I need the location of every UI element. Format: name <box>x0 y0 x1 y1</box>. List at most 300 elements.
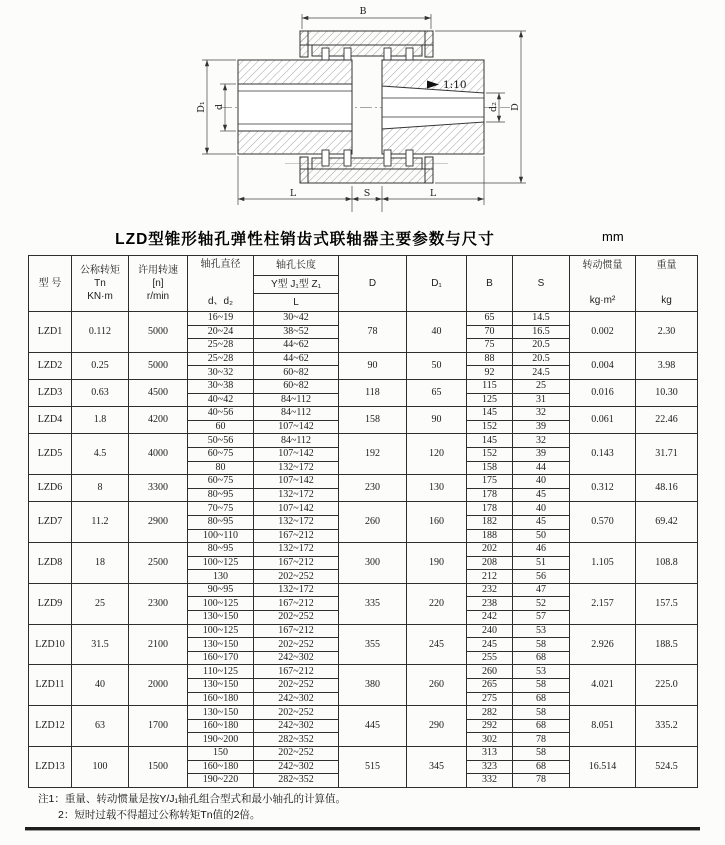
cell-speed: 5000 <box>129 352 188 379</box>
cell-inertia: 8.051 <box>570 706 636 747</box>
cell-S: 46 <box>513 543 570 557</box>
cell-inertia: 0.570 <box>570 502 636 543</box>
cell-model: LZD6 <box>29 475 72 502</box>
cell-bore-length: 132~172 <box>254 515 339 529</box>
cell-bore-diameter: 190~220 <box>188 774 254 788</box>
cell-torque: 1.8 <box>72 407 129 434</box>
cell-speed: 4500 <box>129 379 188 406</box>
cell-S: 53 <box>513 624 570 638</box>
cell-S: 40 <box>513 502 570 516</box>
cell-bore-diameter: 130~150 <box>188 611 254 625</box>
cell-model: LZD4 <box>29 407 72 434</box>
cell-bore-length: 202~252 <box>254 679 339 693</box>
cell-bore-diameter: 40~42 <box>188 393 254 407</box>
cell-D: 300 <box>339 543 407 584</box>
cell-inertia: 2.157 <box>570 583 636 624</box>
cell-D1: 290 <box>407 706 467 747</box>
cell-weight: 108.8 <box>636 543 698 584</box>
cell-bore-diameter: 160~180 <box>188 692 254 706</box>
page-title: LZD型锥形轴孔弹性柱销齿式联轴器主要参数与尺寸 <box>115 231 495 248</box>
cell-B: 152 <box>467 420 513 434</box>
cell-B: 115 <box>467 379 513 393</box>
cell-S: 56 <box>513 570 570 584</box>
cell-B: 125 <box>467 393 513 407</box>
table-row <box>29 475 698 489</box>
cell-bore-length: 107~142 <box>254 475 339 489</box>
cell-model: LZD3 <box>29 379 72 406</box>
cell-bore-length: 167~212 <box>254 665 339 679</box>
table-row <box>29 747 698 761</box>
cell-torque: 100 <box>72 747 129 788</box>
col-S <box>513 256 570 312</box>
cell-B: 323 <box>467 760 513 774</box>
cell-D: 355 <box>339 624 407 665</box>
table-row <box>29 624 698 638</box>
table-row <box>29 379 698 393</box>
table-row <box>29 407 698 421</box>
cell-bore-length: 282~352 <box>254 733 339 747</box>
table-row <box>29 706 698 720</box>
table-row <box>29 543 698 557</box>
cell-S: 16.5 <box>513 325 570 339</box>
col-weight <box>636 256 698 312</box>
cell-model: LZD7 <box>29 502 72 543</box>
cell-B: 232 <box>467 583 513 597</box>
dim-label-l-left: L <box>289 188 297 199</box>
cell-D1: 40 <box>407 312 467 353</box>
cell-B: 145 <box>467 407 513 421</box>
cell-B: 245 <box>467 638 513 652</box>
cell-model: LZD1 <box>29 312 72 353</box>
cell-B: 208 <box>467 556 513 570</box>
cell-S: 32 <box>513 434 570 448</box>
cell-torque: 31.5 <box>72 624 129 665</box>
cell-D: 158 <box>339 407 407 434</box>
cell-bore-diameter: 25~28 <box>188 339 254 353</box>
cell-D1: 190 <box>407 543 467 584</box>
bottom-rule <box>25 827 700 831</box>
cell-torque: 4.5 <box>72 434 129 475</box>
cell-S: 58 <box>513 706 570 720</box>
cell-inertia: 0.312 <box>570 475 636 502</box>
cell-inertia: 16.514 <box>570 747 636 788</box>
cell-B: 65 <box>467 312 513 326</box>
cell-weight: 48.16 <box>636 475 698 502</box>
cell-bore-length: 60~82 <box>254 366 339 380</box>
cell-bore-length: 132~172 <box>254 461 339 475</box>
table-body <box>29 312 698 788</box>
cell-bore-diameter: 20~24 <box>188 325 254 339</box>
col-D1 <box>407 256 467 312</box>
bore-len-types: Y型 J₁型 Z₁ <box>254 276 338 294</box>
cell-B: 92 <box>467 366 513 380</box>
cell-model: LZD2 <box>29 352 72 379</box>
table-row <box>29 352 698 366</box>
cell-weight: 69.42 <box>636 502 698 543</box>
table-row <box>29 502 698 516</box>
cell-speed: 2500 <box>129 543 188 584</box>
inertia-unit: kg·m² <box>589 295 616 306</box>
cell-bore-diameter: 50~56 <box>188 434 254 448</box>
dim-label-b: B <box>359 6 367 17</box>
cell-D: 118 <box>339 379 407 406</box>
cell-bore-length: 242~302 <box>254 692 339 706</box>
cell-S: 68 <box>513 719 570 733</box>
cell-bore-diameter: 100~110 <box>188 529 254 543</box>
cell-D1: 220 <box>407 583 467 624</box>
cell-bore-length: 202~252 <box>254 611 339 625</box>
cell-D1: 260 <box>407 665 467 706</box>
cell-D1: 160 <box>407 502 467 543</box>
weight-label: 重量 <box>656 260 677 271</box>
cell-inertia: 0.004 <box>570 352 636 379</box>
cell-torque: 25 <box>72 583 129 624</box>
cell-bore-length: 202~252 <box>254 570 339 584</box>
cell-weight: 10.30 <box>636 379 698 406</box>
cell-inertia: 1.105 <box>570 543 636 584</box>
cell-S: 57 <box>513 611 570 625</box>
cell-bore-length: 60~82 <box>254 379 339 393</box>
cell-speed: 2100 <box>129 624 188 665</box>
cell-S: 40 <box>513 475 570 489</box>
right-hub <box>382 60 484 154</box>
cell-S: 68 <box>513 760 570 774</box>
cell-bore-diameter: 80~95 <box>188 515 254 529</box>
cell-B: 70 <box>467 325 513 339</box>
cell-bore-diameter: 130~150 <box>188 638 254 652</box>
cell-S: 45 <box>513 488 570 502</box>
torque-unit: KN·m <box>87 290 113 302</box>
table-header <box>29 256 698 312</box>
cell-speed: 1700 <box>129 706 188 747</box>
dim-label-d1: D₁ <box>196 101 207 113</box>
col-B <box>467 256 513 312</box>
cell-B: 202 <box>467 543 513 557</box>
cell-bore-diameter: 190~200 <box>188 733 254 747</box>
cell-speed: 4200 <box>129 407 188 434</box>
cell-S: 52 <box>513 597 570 611</box>
cell-D1: 345 <box>407 747 467 788</box>
speed-unit: r/min <box>146 290 170 302</box>
col-D1-label: D₁ <box>431 277 442 289</box>
cell-B: 332 <box>467 774 513 788</box>
cell-bore-diameter: 16~19 <box>188 312 254 326</box>
cell-B: 265 <box>467 679 513 693</box>
col-bore-diameter <box>188 256 254 312</box>
speed-label: 许用转速 <box>138 264 178 276</box>
cell-B: 75 <box>467 339 513 353</box>
note-line-2: 2：短时过载不得超过公称转矩Tn值的2倍。 <box>58 808 261 821</box>
cell-bore-length: 84~112 <box>254 407 339 421</box>
cell-bore-length: 38~52 <box>254 325 339 339</box>
cell-bore-diameter: 130~150 <box>188 679 254 693</box>
cell-bore-diameter: 100~125 <box>188 624 254 638</box>
cell-bore-diameter: 60~75 <box>188 475 254 489</box>
cell-S: 45 <box>513 515 570 529</box>
cell-weight: 3.98 <box>636 352 698 379</box>
cell-weight: 22.46 <box>636 407 698 434</box>
cell-S: 68 <box>513 651 570 665</box>
cell-inertia: 0.143 <box>570 434 636 475</box>
cell-bore-diameter: 100~125 <box>188 556 254 570</box>
cell-model: LZD11 <box>29 665 72 706</box>
col-torque <box>72 256 129 312</box>
weight-unit: kg <box>661 295 672 306</box>
cell-B: 178 <box>467 488 513 502</box>
cell-S: 51 <box>513 556 570 570</box>
cell-B: 260 <box>467 665 513 679</box>
cell-bore-diameter: 130 <box>188 570 254 584</box>
cell-D1: 245 <box>407 624 467 665</box>
cell-bore-length: 167~212 <box>254 556 339 570</box>
cell-S: 20.5 <box>513 352 570 366</box>
cell-bore-diameter: 30~38 <box>188 379 254 393</box>
cell-D: 260 <box>339 502 407 543</box>
cell-inertia: 0.016 <box>570 379 636 406</box>
cell-bore-length: 202~252 <box>254 706 339 720</box>
cell-model: LZD12 <box>29 706 72 747</box>
cell-bore-length: 202~252 <box>254 638 339 652</box>
cell-D: 445 <box>339 706 407 747</box>
note-line-1: 注1：重量、转动惯量是按Y/J₁轴孔组合型式和最小轴孔的计算值。 <box>38 792 347 805</box>
cell-speed: 3300 <box>129 475 188 502</box>
cell-speed: 4000 <box>129 434 188 475</box>
dim-label-d2: d₂ <box>488 102 499 112</box>
cell-model: LZD9 <box>29 583 72 624</box>
taper-ratio-label: 1:10 <box>443 79 467 91</box>
cell-S: 39 <box>513 420 570 434</box>
cell-D: 90 <box>339 352 407 379</box>
cell-B: 282 <box>467 706 513 720</box>
cell-S: 68 <box>513 692 570 706</box>
cell-bore-length: 167~212 <box>254 624 339 638</box>
left-hub <box>238 60 352 154</box>
bore-len-label: 轴孔长度 <box>254 256 338 276</box>
cell-bore-length: 167~212 <box>254 597 339 611</box>
col-D-label: D <box>368 277 377 289</box>
cell-torque: 0.112 <box>72 312 129 353</box>
cell-bore-length: 84~112 <box>254 434 339 448</box>
coupling-drawing-svg <box>0 0 725 228</box>
cell-S: 14.5 <box>513 312 570 326</box>
dim-label-d-bore: d <box>214 103 225 111</box>
col-model <box>29 256 72 312</box>
unit-label: mm <box>602 229 624 244</box>
cell-B: 158 <box>467 461 513 475</box>
parameter-table <box>28 255 698 788</box>
cell-bore-length: 107~142 <box>254 502 339 516</box>
cell-model: LZD13 <box>29 747 72 788</box>
cell-bore-diameter: 25~28 <box>188 352 254 366</box>
cell-D: 230 <box>339 475 407 502</box>
header-row <box>29 256 698 312</box>
cell-S: 25 <box>513 379 570 393</box>
cell-bore-diameter: 90~95 <box>188 583 254 597</box>
cell-D: 78 <box>339 312 407 353</box>
cell-torque: 63 <box>72 706 129 747</box>
table-sheet <box>28 255 698 831</box>
cell-D: 380 <box>339 665 407 706</box>
table-row <box>29 434 698 448</box>
cell-bore-length: 242~302 <box>254 651 339 665</box>
cell-bore-diameter: 160~180 <box>188 719 254 733</box>
cell-model: LZD5 <box>29 434 72 475</box>
cell-B: 242 <box>467 611 513 625</box>
col-speed <box>129 256 188 312</box>
cell-torque: 18 <box>72 543 129 584</box>
bore-dia-symbols: d、d₂ <box>207 296 233 307</box>
cell-torque: 8 <box>72 475 129 502</box>
cell-B: 88 <box>467 352 513 366</box>
cell-S: 78 <box>513 733 570 747</box>
notes-block <box>28 791 698 823</box>
cell-speed: 1500 <box>129 747 188 788</box>
cell-inertia: 2.926 <box>570 624 636 665</box>
dim-label-d-outer: D <box>510 103 521 111</box>
cell-bore-length: 167~212 <box>254 529 339 543</box>
speed-symbol: [n] <box>152 277 164 289</box>
cell-S: 24.5 <box>513 366 570 380</box>
cell-torque: 11.2 <box>72 502 129 543</box>
cell-S: 32 <box>513 407 570 421</box>
cell-S: 20.5 <box>513 339 570 353</box>
cell-D1: 130 <box>407 475 467 502</box>
cell-S: 50 <box>513 529 570 543</box>
cell-bore-length: 44~62 <box>254 352 339 366</box>
cell-bore-length: 107~142 <box>254 447 339 461</box>
cell-D1: 65 <box>407 379 467 406</box>
table-row <box>29 665 698 679</box>
cell-model: LZD10 <box>29 624 72 665</box>
cell-B: 255 <box>467 651 513 665</box>
cell-bore-diameter: 100~125 <box>188 597 254 611</box>
cell-B: 212 <box>467 570 513 584</box>
cell-torque: 0.25 <box>72 352 129 379</box>
cell-S: 78 <box>513 774 570 788</box>
cell-D1: 50 <box>407 352 467 379</box>
cell-B: 145 <box>467 434 513 448</box>
dim-label-s: S <box>363 188 371 199</box>
cell-D1: 120 <box>407 434 467 475</box>
cell-bore-diameter: 130~150 <box>188 706 254 720</box>
col-bore-length <box>254 256 339 312</box>
cell-S: 58 <box>513 638 570 652</box>
cell-weight: 335.2 <box>636 706 698 747</box>
cell-bore-length: 44~62 <box>254 339 339 353</box>
cell-bore-diameter: 30~32 <box>188 366 254 380</box>
cell-bore-diameter: 160~170 <box>188 651 254 665</box>
cell-bore-length: 132~172 <box>254 543 339 557</box>
cell-B: 238 <box>467 597 513 611</box>
cell-B: 313 <box>467 747 513 761</box>
cell-S: 44 <box>513 461 570 475</box>
cell-bore-diameter: 160~180 <box>188 760 254 774</box>
cell-bore-diameter: 70~75 <box>188 502 254 516</box>
cell-speed: 2900 <box>129 502 188 543</box>
col-inertia <box>570 256 636 312</box>
cell-model: LZD8 <box>29 543 72 584</box>
coupling-section-drawing <box>0 0 725 228</box>
table-row <box>29 312 698 326</box>
cell-inertia: 4.021 <box>570 665 636 706</box>
torque-label: 公称转矩 <box>80 264 120 276</box>
cell-S: 39 <box>513 447 570 461</box>
cell-speed: 2300 <box>129 583 188 624</box>
cell-weight: 225.0 <box>636 665 698 706</box>
cell-bore-length: 107~142 <box>254 420 339 434</box>
col-S-label: S <box>537 277 545 289</box>
cell-bore-length: 84~112 <box>254 393 339 407</box>
dim-label-l-right: L <box>429 188 437 199</box>
cell-D: 192 <box>339 434 407 475</box>
bore-dia-label: 轴孔直径 <box>200 259 241 270</box>
cell-bore-diameter: 80 <box>188 461 254 475</box>
cell-inertia: 0.002 <box>570 312 636 353</box>
cell-torque: 0.63 <box>72 379 129 406</box>
cell-D: 335 <box>339 583 407 624</box>
cell-B: 188 <box>467 529 513 543</box>
bore-len-symbol: L <box>293 296 299 308</box>
cell-B: 175 <box>467 475 513 489</box>
cell-B: 302 <box>467 733 513 747</box>
cell-bore-diameter: 80~95 <box>188 488 254 502</box>
cell-S: 58 <box>513 679 570 693</box>
cell-bore-diameter: 60~75 <box>188 447 254 461</box>
cell-D: 515 <box>339 747 407 788</box>
col-D <box>339 256 407 312</box>
cell-B: 275 <box>467 692 513 706</box>
cell-weight: 188.5 <box>636 624 698 665</box>
table-row <box>29 583 698 597</box>
cell-speed: 2000 <box>129 665 188 706</box>
cell-inertia: 0.061 <box>570 407 636 434</box>
cell-bore-length: 202~252 <box>254 747 339 761</box>
cell-bore-diameter: 80~95 <box>188 543 254 557</box>
cell-bore-length: 30~42 <box>254 312 339 326</box>
cell-bore-diameter: 60 <box>188 420 254 434</box>
cell-bore-length: 242~302 <box>254 760 339 774</box>
cell-B: 240 <box>467 624 513 638</box>
cell-bore-length: 242~302 <box>254 719 339 733</box>
cell-bore-length: 282~352 <box>254 774 339 788</box>
inertia-label: 转动惯量 <box>582 260 623 271</box>
cell-weight: 524.5 <box>636 747 698 788</box>
cell-weight: 2.30 <box>636 312 698 353</box>
cell-torque: 40 <box>72 665 129 706</box>
cell-bore-length: 132~172 <box>254 488 339 502</box>
cell-bore-diameter: 110~125 <box>188 665 254 679</box>
col-B-label: B <box>486 277 493 289</box>
cell-bore-diameter: 40~56 <box>188 407 254 421</box>
title-row <box>0 227 725 251</box>
cell-B: 152 <box>467 447 513 461</box>
cell-B: 292 <box>467 719 513 733</box>
cell-speed: 5000 <box>129 312 188 353</box>
cell-S: 58 <box>513 747 570 761</box>
cell-bore-diameter: 150 <box>188 747 254 761</box>
cell-weight: 31.71 <box>636 434 698 475</box>
cell-S: 31 <box>513 393 570 407</box>
col-model-label: 型 号 <box>38 277 62 289</box>
cell-B: 178 <box>467 502 513 516</box>
cell-S: 47 <box>513 583 570 597</box>
cell-B: 182 <box>467 515 513 529</box>
cell-bore-length: 132~172 <box>254 583 339 597</box>
cell-D1: 90 <box>407 407 467 434</box>
cell-weight: 157.5 <box>636 583 698 624</box>
torque-symbol: Tn <box>94 277 106 289</box>
cell-S: 53 <box>513 665 570 679</box>
